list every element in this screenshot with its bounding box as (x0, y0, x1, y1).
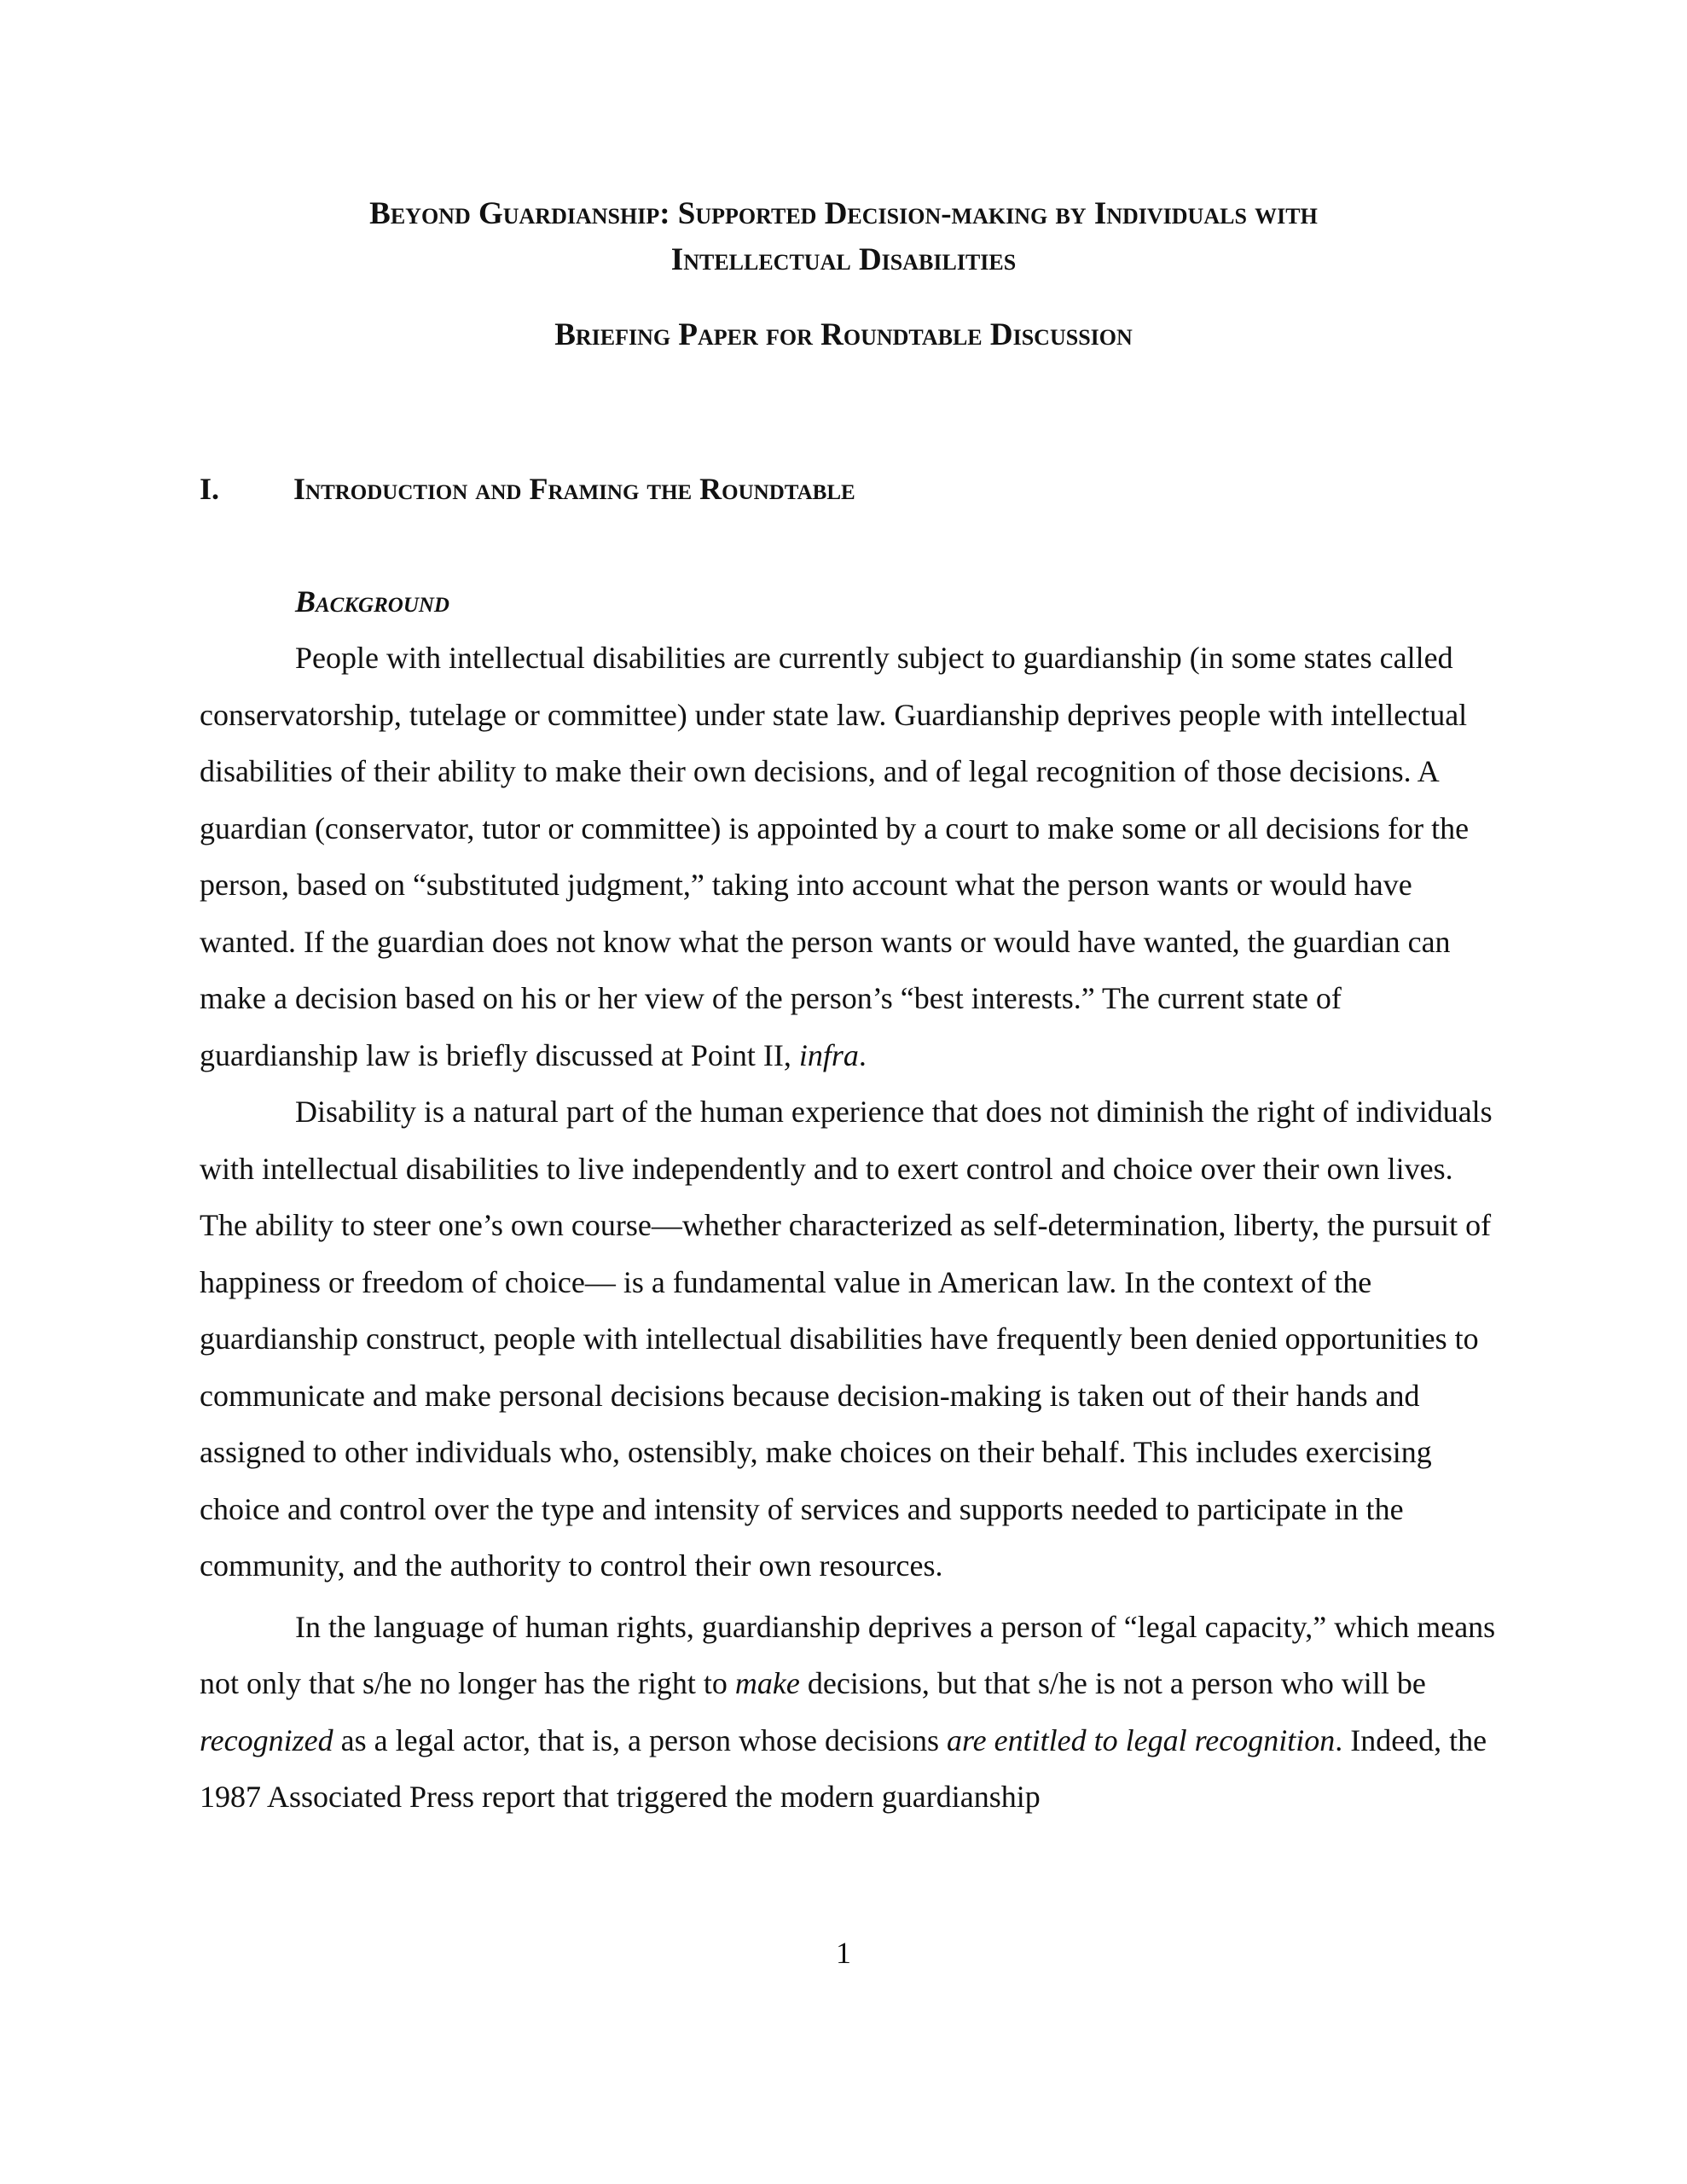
section-title: Introduction and Framing the Roundtable (293, 472, 855, 506)
emphasis-legal-recognition: are entitled to legal recognition (946, 1722, 1336, 1757)
paragraph-3: In the language of human rights, guardianship deprives a person of “legal capacity,” which means not only that s/he no longer has the right to make decisions, but that s/he is not a person who will be recognized as a legal actor, that is, a person whose decisions are entitled to legal recognition. Indeed, the 1987 Associated Press report that triggered the modern guardianship (200, 1609, 1496, 1814)
paragraph-1: People with intellectual disabilities are currently subject to guardianship (in some states called conservatorship, tutelage or committee) under state law. Guardianship deprives people with intellectual disabilities of their ability to make their own decisions, and of legal recognition of those decisions. A guardian (conservator, tutor or committee) is appointed by a court to make some or all decisions for the person, based on “substituted judgment,” taking into account what the person wants or would have wanted. If the guardian does not know what the person wants or would have wanted, the guardian can make a decision based on his or her view of the person’s “best interests.” The current state of guardianship law is briefly discussed at Point II, infra. (200, 641, 1470, 1072)
document-subtitle: Briefing Paper for Roundtable Discussion (554, 317, 1133, 352)
emphasis-infra: infra (798, 1037, 859, 1072)
emphasis-recognized: recognized (200, 1722, 333, 1757)
section-number: I. (200, 472, 220, 506)
page-number: 1 (836, 1936, 851, 1970)
section-heading (200, 466, 855, 512)
title-line-1: Beyond Guardianship: Supported Decision-making by Individuals with (369, 196, 1318, 231)
subsection-heading: Background (295, 584, 449, 619)
emphasis-make: make (734, 1666, 800, 1700)
body-text (200, 630, 1496, 1826)
title-line-2: Intellectual Disabilities (670, 242, 1017, 277)
document-title (0, 191, 1687, 283)
paragraph-2: Disability is a natural part of the human experience that does not diminish the right of individuals with intellectual disabilities to live independently and to exert control and choice over their own lives. The ability to steer one’s own course—whether characterized as self-determination, liberty, the pursuit of happiness or freedom of choice— is a fundamental value in American law. In the context of the guardianship construct, people with intellectual disabilities have frequently been denied opportunities to communicate and make personal decisions because decision-making is taken out of their hands and assigned to other individuals who, ostensibly, make choices on their behalf. This includes exercising choice and control over the type and intensity of services and supports needed to participate in the community, and the authority to control their own resources. (200, 1095, 1493, 1583)
